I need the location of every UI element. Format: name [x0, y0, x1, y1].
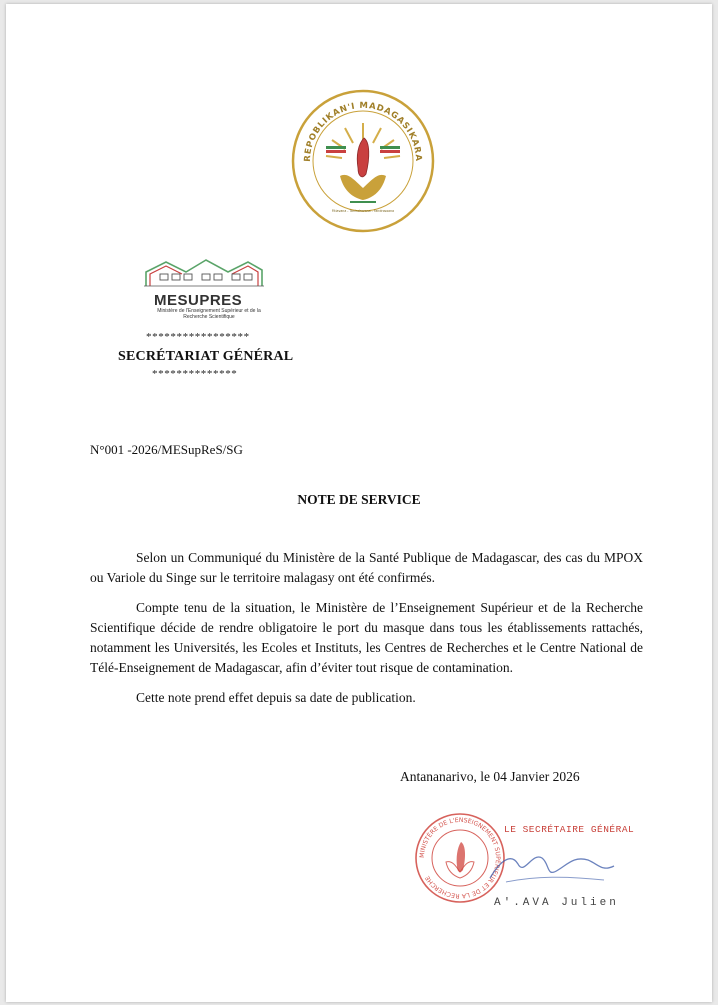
paragraph: Selon un Communiqué du Ministère de la Santé Publique de Madagascar, des cas du MPOX ou Variole du Singe sur le territoire malagasy ont été confirmés. [90, 550, 643, 585]
reference-number: N°001 -2026/MESupReS/SG [90, 442, 243, 457]
department-heading: SECRÉTARIAT GÉNÉRAL [118, 349, 294, 364]
svg-text:REPOBLIKAN'I MADAGASIKARA: REPOBLIKAN'I MADAGASIKARA [302, 100, 424, 163]
signatory-name: A'.AVA Julien [494, 897, 619, 909]
stars-separator-top: ***************** [146, 331, 250, 343]
madagascar-seal-icon [290, 88, 436, 234]
document-title: NOTE DE SERVICE [297, 492, 421, 507]
paragraph: Compte tenu de la situation, le Ministère de l’Enseignement Supérieur et de la Recherche Scientifique décide de rendre obligatoire le port du masque dans tous les établissements rattachés, notamment les Universités, les Ecoles et Instituts, les Centres de Recherches et le Centre National de Télé-Enseignement de Madagascar, afin d’éviter tout risque de contamination. [90, 600, 643, 675]
svg-text:Fitiavana - Tanindrazana - Fan: Fitiavana - Tanindrazana - Fandrosoana [331, 209, 395, 213]
handwritten-signature-icon [476, 838, 626, 898]
document-body [90, 548, 643, 718]
stars-separator-bottom: ************** [152, 368, 238, 380]
signatory-title: LE SECRÉTAIRE GÉNÉRAL [504, 824, 635, 835]
svg-text:MINISTÈRE DE L'ENSEIGNEMENT SU: MINISTÈRE DE L'ENSEIGNEMENT SUPÉRIEUR ET DE LA RECHERCHE [418, 816, 502, 900]
logo-subtitle: Ministère de l'Enseignement Supérieur et de la Recherche Scientifique [157, 308, 261, 320]
paragraph: Cette note prend effet depuis sa date de publication. [136, 690, 416, 705]
logo-name: MESUPRES [154, 292, 243, 309]
document-page [6, 4, 712, 1002]
date-line: Antananarivo, le 04 Janvier 2026 [400, 769, 580, 784]
